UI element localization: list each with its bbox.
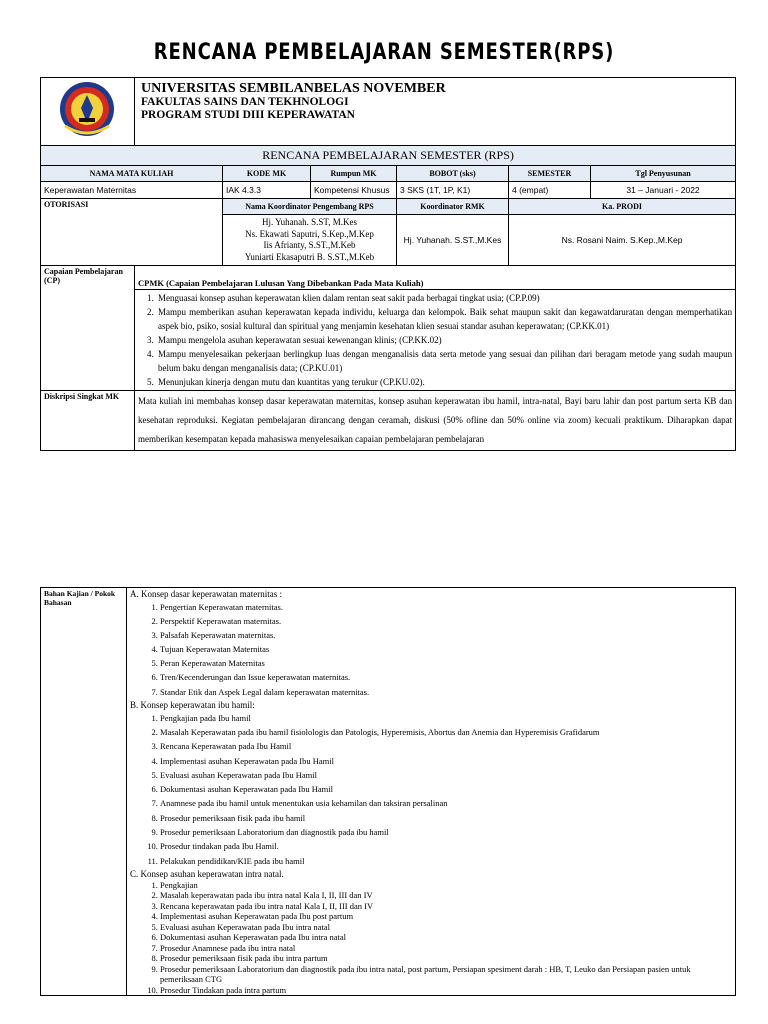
faculty-name: FAKULTAS SAINS DAN TEKHNOLOGI — [141, 96, 349, 108]
rps-band: RENCANA PEMBELAJARAN SEMESTER (RPS) — [41, 146, 736, 166]
program-name: PROGRAM STUDI DIII KEPERAWATAN — [141, 109, 355, 121]
list-item: 9. Prosedur pemeriksaan Laboratorium dan diagnostik pada ibu intra natal, post partum, Persiapan spesiment darah : HB, T, Leuko dan Persiapan pasien untuk pemeriksaan CTG — [160, 964, 732, 985]
cp-item: 4. Mampu menyelesaikan pekerjaan berlingkup luas dengan menganalisis data serta metode yang sesuai dan pilihan dari beragam metode yang sudah maupun belum baku dengan menganalisis data; (CP.KU.01) — [156, 347, 732, 375]
list-item: 1. Pengkajian — [160, 880, 732, 891]
list-item: 2. Masalah Keperawatan pada ibu hamil fisiolologis dan Patologis, Hyperemisis, Abortus dan Anemia dan Hyperemisis Grafidarum — [160, 725, 732, 739]
developer-name: Hj. Yuhanah. S.ST, M.Kes — [262, 217, 357, 227]
course-value: IAK 4.3.3 — [223, 182, 311, 199]
list-item: 9. Prosedur pemeriksaan Laboratorium dan diagnostik pada ibu hamil — [160, 825, 732, 839]
list-item: 1. Pengkajian pada Ibu hamil — [160, 711, 732, 725]
course-header: KODE MK — [223, 166, 311, 182]
cp-label: Capaian Pembelajaran (CP) — [41, 266, 135, 391]
otorisasi-header: Koordinator RMK — [397, 199, 509, 215]
list-item: 8. Prosedur pemeriksaan fisik pada ibu hamil — [160, 811, 732, 825]
course-value: 3 SKS (1T, 1P, K1) — [397, 182, 509, 199]
section-list — [130, 711, 732, 868]
desc-label: Diskripsi Singkat MK — [41, 391, 135, 451]
list-item: 8. Prosedur pemeriksaan fisik pada ibu intra partum — [160, 953, 732, 964]
list-item: 1. Pengertian Keperawatan maternitas. — [160, 600, 732, 614]
list-item: 4. Tujuan Keperawatan Maternitas — [160, 642, 732, 656]
list-item: 6. Dokumentasi asuhan Keperawatan pada Ibu intra natal — [160, 932, 732, 943]
document-title: RENCANA PEMBELAJARAN SEMESTER(RPS) — [153, 40, 615, 65]
cp-item: 2. Mampu memberikan asuhan keperawatan kepada individu, keluarga dan kelompok. Baik sehat maupun sakit dan kegawatdaruratan dengan memperhatikan aspek bio, psiko, sosial kultural dan spiritual yang menjamin kesehatan klien sesuai standar asuhan keperawatan; (CP.KK.01) — [156, 305, 732, 333]
list-item: 6. Tren/Kecenderungan dan Issue keperawatan maternitas. — [160, 670, 732, 684]
cp-item: 3. Mampu mengelola asuhan keperawatan sesuai kewenangan klinis; (CP.KK.02) — [156, 333, 732, 347]
course-header: BOBOT (sks) — [397, 166, 509, 182]
list-item: 2. Perspektif Keperawatan maternitas. — [160, 614, 732, 628]
cp-title: CPMK (Capaian Pembelajaran Lulusan Yang Dibebankan Pada Mata Kuliah) — [135, 266, 736, 290]
section-heading: A. Konsep dasar keperawatan maternitas : — [130, 589, 282, 599]
course-header: NAMA MATA KULIAH — [41, 166, 223, 182]
list-item: 5. Evaluasi asuhan Keperawatan pada Ibu Hamil — [160, 768, 732, 782]
university-logo-icon — [41, 78, 133, 140]
section-list — [130, 600, 732, 699]
course-value: 4 (empat) — [509, 182, 591, 199]
list-item: 2. Masalah keperawatan pada ibu intra natal Kala I, II, III dan IV — [160, 890, 732, 901]
list-item: 7. Standar Etik dan Aspek Legal dalam keperawatan maternitas. — [160, 685, 732, 699]
course-header: SEMESTER — [509, 166, 591, 182]
course-header: Tgl Penyusunan — [591, 166, 736, 182]
section-heading: B. Konsep keperawatan ibu hamil: — [130, 699, 255, 710]
list-item: 6. Dokumentasi asuhan Keperawatan pada Ibu Hamil — [160, 782, 732, 796]
cp-item: 1. Menguasai konsep asuhan keperawatan klien dalam rentan seat sakit pada berbagai tingkat usia; (CP.P.09) — [156, 291, 732, 305]
list-item: 5. Evaluasi asuhan Keperawatan pada Ibu intra natal — [160, 922, 732, 933]
course-value: Keperawatan Maternitas — [41, 182, 223, 199]
course-header: Rumpun MK — [311, 166, 397, 182]
developer-names — [223, 215, 397, 266]
otorisasi-header: Ka. PRODI — [509, 199, 736, 215]
bahan-content — [127, 588, 736, 996]
otorisasi-header: Nama Koordinator Pengembang RPS — [223, 199, 397, 215]
logo-cell — [41, 78, 135, 146]
section-heading: C. Konsep asuhan keperawatan intra natal. — [130, 868, 284, 879]
bahan-kajian-table — [40, 587, 736, 996]
bahan-label: Bahan Kajian / Pokok Bahasan — [41, 588, 127, 996]
course-value: Kompetensi Khusus — [311, 182, 397, 199]
list-item: 4. Implementasi asuhan Keperawatan pada Ibu post partum — [160, 911, 732, 922]
list-item: 11. Pelakukan pendidikan/KIE pada ibu hamil — [160, 854, 732, 868]
list-item: 7. Anamnese pada ibu hamil untuk menentukan usia kehamilan dan taksiran persalinan — [160, 796, 732, 810]
institution-cell — [135, 78, 736, 146]
list-item: 10. Prosedur Tindakan pada intra partum — [160, 985, 732, 996]
university-name: UNIVERSITAS SEMBILANBELAS NOVEMBER — [141, 81, 446, 96]
prodi-name: Ns. Rosani Naim. S.Kep.,M.Kep — [509, 215, 736, 266]
rps-header-table — [40, 77, 736, 451]
developer-name: Ns. Ekawati Saputri, S.Kep.,M.Kep — [245, 228, 374, 239]
list-item: 3. Rencana keperawatan pada ibu intra natal Kala I, II, III dan IV — [160, 901, 732, 912]
developer-name: Yuniarti Ekasaputri B. S.ST.,M.Keb — [244, 251, 375, 262]
course-value: 31 – Januari - 2022 — [591, 182, 736, 199]
rmk-name: Hj. Yuhanah. S.ST.,M.Kes — [397, 215, 509, 266]
developer-name: Iis Afrianty, S.ST.,M.Keb — [263, 240, 356, 250]
list-item: 10. Prosedur tindakan pada Ibu Hamil. — [160, 839, 732, 853]
list-item: 3. Rencana Keperawatan pada Ibu Hamil — [160, 739, 732, 753]
list-item: 7. Prosedur Anamnese pada ibu intra natal — [160, 943, 732, 954]
list-item: 5. Peran Keperawatan Maternitas — [160, 656, 732, 670]
otorisasi-label: OTORISASI — [41, 199, 223, 266]
list-item: 4. Implementasi asuhan Keperawatan pada Ibu Hamil — [160, 754, 732, 768]
desc-text: Mata kuliah ini membahas konsep dasar keperawatan maternitas, konsep asuhan keperawatan ibu hamil, intra-natal, Bayi baru lahir dan post partum serta KB dan kesehatan reproduksi. Kegiatan pembelajaran dirancang dengan ceramah, diskusi (50% ofline dan 50% online via zoom) kecuali praktikum. Diharapkan dapat memberikan kesempatan kepada mahasiswa menyelesaikan capaian pembelajaran pembelajaran — [135, 391, 736, 451]
cp-item: 5. Menunjukan kinerja dengan mutu dan kuantitas yang terukur (CP.KU.02). — [156, 375, 732, 389]
cp-list — [138, 291, 732, 389]
list-item: 3. Palsafah Keperawatan maternitas. — [160, 628, 732, 642]
cp-list-cell — [135, 290, 736, 391]
section-list — [130, 880, 732, 996]
